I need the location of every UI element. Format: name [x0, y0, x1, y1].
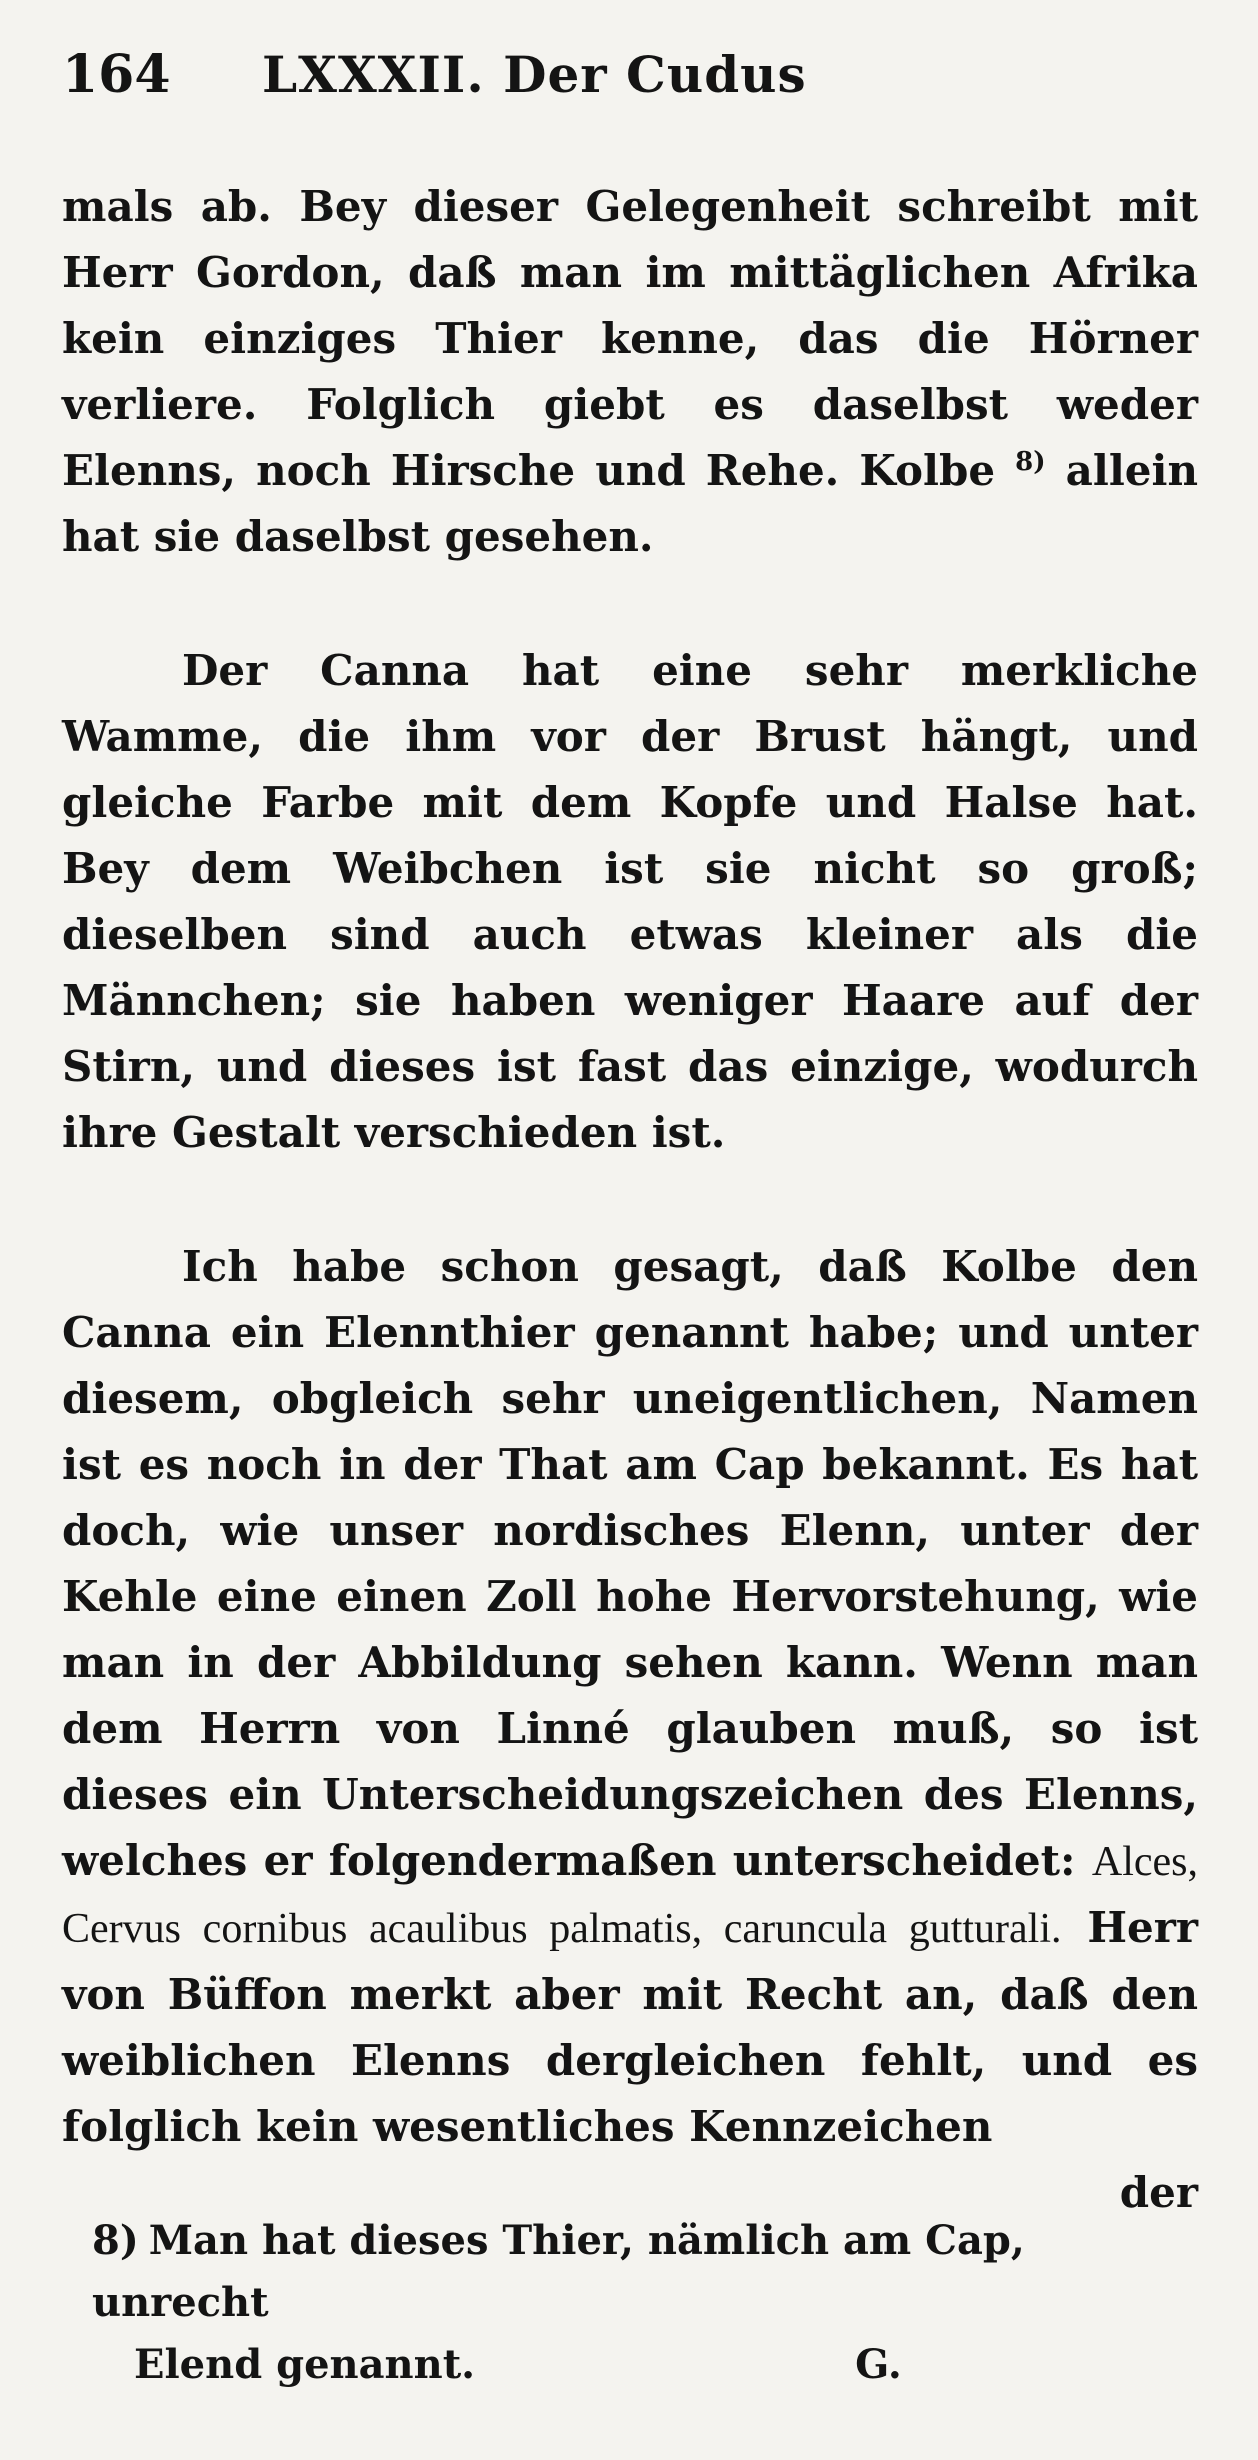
footnote-line-2	[92, 2334, 1198, 2396]
paragraph-1-text: mals ab. Bey dieser Gelegenheit schreibt mit Herr Gordon, daß man im mittäglichen Afrika kein einziges Thier kenne, das die Hörner verliere. Folglich giebt es daselbst weder Elenns, noch Hirsche und Rehe. Kolbe	[62, 182, 1198, 495]
paragraph-3-tail: Herr von Büffon merkt aber mit Recht an, daß den weiblichen Elenns dergleichen fehlt, und es folglich kein wesentliches Kennzeichen	[62, 1903, 1198, 2151]
paragraph-1-tail: allein hat sie daselbst gesehen.	[62, 446, 1199, 561]
main-text	[62, 174, 1198, 2226]
footnote-text-1: Man hat dieses Thier, nämlich am Cap, unrecht	[92, 2217, 1025, 2326]
paragraph-2-text: Der Canna hat eine sehr merkliche Wamme, die ihm vor der Brust hängt, und gleiche Farbe mit dem Kopfe und Halse hat. Bey dem Weibchen ist sie nicht so groß; dieselben sind auch etwas kleiner als die Männchen; sie haben weniger Haare auf der Stirn, und dieses ist fast das einzige, wodurch ihre Gestalt verschieden ist.	[62, 646, 1198, 1157]
paragraph-3	[62, 1234, 1198, 2160]
footnote-signature: G.	[855, 2341, 902, 2388]
latin-diagnosis: Alces, Cervus cornibus acaulibus palmatis, caruncula gutturali.	[62, 1839, 1198, 1952]
paragraph-3-text: Ich habe schon gesagt, daß Kolbe den Canna ein Elennthier genannt habe; und unter diesem, obgleich sehr uneigentlichen, Namen ist es noch in der That am Cap bekannt. Es hat doch, wie unser nordisches Elenn, unter der Kehle eine einen Zoll hohe Hervorstehung, wie man in der Abbildung sehen kann. Wenn man dem Herrn von Linné glauben muß, so ist dieses ein Unterscheidungszeichen des Elenns, welches er folgendermaßen unterscheidet:	[62, 1242, 1198, 1885]
footnote-text-2: Elend genannt.	[134, 2341, 476, 2388]
page-header	[62, 40, 1198, 114]
footnote-mark: 8)	[92, 2217, 139, 2264]
paragraph-2	[62, 638, 1198, 1166]
catchword: der	[1119, 2168, 1198, 2217]
footnote-reference: 8)	[1015, 447, 1046, 477]
paragraph-1	[62, 174, 1198, 570]
running-title: LXXXII. Der Cudus	[262, 45, 807, 104]
footnote	[92, 2210, 1198, 2396]
footnote-line-1	[92, 2210, 1198, 2334]
page-number: 164	[62, 44, 171, 105]
